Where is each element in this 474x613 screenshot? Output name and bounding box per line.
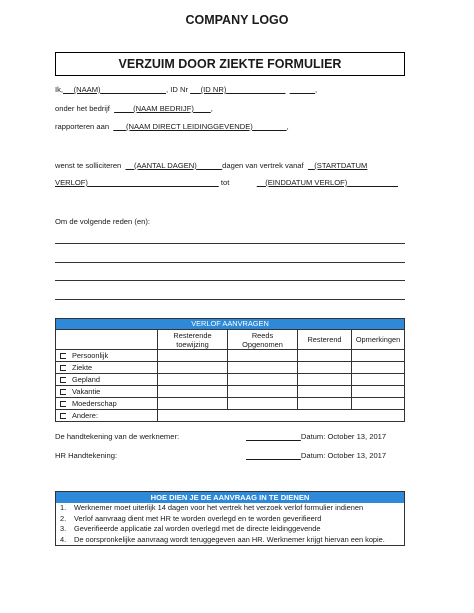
- form-title: VERZUIM DOOR ZIEKTE FORMULIER: [55, 52, 405, 76]
- manager-field[interactable]: (NAAM DIRECT LEIDINGGEVENDE): [125, 122, 253, 131]
- cell[interactable]: [228, 374, 298, 386]
- cell[interactable]: [298, 398, 352, 410]
- cell[interactable]: [228, 362, 298, 374]
- ik-label: Ik,: [55, 85, 64, 94]
- cell[interactable]: [298, 362, 352, 374]
- leave-type-vakantie[interactable]: Vakantie: [56, 386, 158, 398]
- table-row: [56, 410, 405, 422]
- leave-type-gepland[interactable]: Gepland: [56, 374, 158, 386]
- instruction-item: 3. Geverifieerde applicatie zal worden overlegd met de directe leidinggevende: [60, 524, 321, 533]
- company-label: onder het bedrijf: [55, 104, 110, 113]
- checkbox-icon[interactable]: [59, 388, 66, 395]
- end-date-field[interactable]: (EINDDATUM VERLOF): [265, 178, 348, 187]
- checkbox-icon[interactable]: [59, 352, 66, 359]
- hr-signature-field[interactable]: [246, 451, 386, 461]
- manager-label: rapporteren aan: [55, 122, 110, 131]
- instruction-item: 1. Werknemer moet uiterlijk 14 dagen voor het vertrek het verzoek verlof formulier indienen: [60, 503, 364, 512]
- company-line: onder het bedrijf (NAAM BEDRIJF) ,: [55, 104, 213, 113]
- column-already-taken: Reeds Opgenomen: [228, 330, 298, 350]
- cell[interactable]: [228, 398, 298, 410]
- cell[interactable]: [158, 362, 228, 374]
- column-remaining: Resterend: [298, 330, 352, 350]
- cell[interactable]: [158, 374, 228, 386]
- leave-request-table: [55, 318, 405, 422]
- cell[interactable]: [228, 386, 298, 398]
- hr-date: Datum: October 13, 2017: [300, 451, 387, 460]
- instruction-item: 2. Verlof aanvraag dient met HR te worden overlegd en te worden geverifieerd: [60, 513, 322, 523]
- days-line: [55, 161, 367, 171]
- hr-signature-label: HR Handtekening:: [55, 451, 118, 460]
- table-row: [56, 374, 405, 386]
- cell[interactable]: [352, 350, 405, 362]
- cell[interactable]: [298, 386, 352, 398]
- instructions-box: [55, 491, 405, 546]
- cell[interactable]: [158, 386, 228, 398]
- leave-table-title: VERLOF AANVRAGEN: [56, 319, 405, 330]
- table-row: [56, 362, 405, 374]
- start-date-field-cont[interactable]: VERLOF): [55, 178, 88, 187]
- name-field[interactable]: (NAAM): [73, 85, 101, 94]
- other-description-cell[interactable]: [158, 410, 405, 422]
- reason-line[interactable]: [55, 262, 405, 263]
- reason-line[interactable]: [55, 299, 405, 300]
- days-field[interactable]: (AANTAL DAGEN): [133, 161, 197, 170]
- cell[interactable]: [352, 398, 405, 410]
- reason-line[interactable]: [55, 280, 405, 281]
- reasons-label: Om de volgende reden (en):: [55, 217, 150, 226]
- id-field[interactable]: (ID NR): [200, 85, 227, 94]
- cell[interactable]: [298, 350, 352, 362]
- cell[interactable]: [228, 350, 298, 362]
- departure-label: dagen van vertrek vanaf: [222, 161, 304, 170]
- cell[interactable]: [352, 374, 405, 386]
- checkbox-icon[interactable]: [59, 364, 66, 371]
- column-remaining-allocation: Resterende toewijzing: [158, 330, 228, 350]
- apply-label: wenst te solliciteren: [55, 161, 122, 170]
- column-remarks: Opmerkingen: [352, 330, 405, 350]
- employee-signature-label: De handtekening van de werknemer:: [55, 432, 180, 441]
- instructions-title: HOE DIEN JE DE AANVRAAG IN TE DIENEN: [56, 492, 404, 503]
- table-row: [56, 350, 405, 362]
- instruction-item: 4. De oorspronkelijke aanvraag wordt teruggegeven aan HR. Werknemer krijgt hiervan een kopie.: [60, 534, 385, 544]
- cell[interactable]: [352, 362, 405, 374]
- cell[interactable]: [158, 398, 228, 410]
- company-logo: COMPANY LOGO: [185, 13, 289, 27]
- tot-label: tot: [220, 178, 230, 187]
- period-line: [55, 178, 398, 188]
- empty-header-cell: [56, 330, 158, 350]
- manager-line: rapporteren aan (NAAM DIRECT LEIDINGGEVENDE) ,: [55, 122, 289, 131]
- company-field[interactable]: (NAAM BEDRIJF): [133, 104, 194, 113]
- employee-date: Datum: October 13, 2017: [300, 432, 387, 441]
- leave-type-ziekte[interactable]: Ziekte: [56, 362, 158, 374]
- employee-signature-field[interactable]: [246, 432, 386, 442]
- leave-type-moederschap[interactable]: Moederschap: [56, 398, 158, 410]
- id-label: ID Nr: [170, 85, 188, 94]
- cell[interactable]: [352, 386, 405, 398]
- table-row: [56, 398, 405, 410]
- cell[interactable]: [298, 374, 352, 386]
- start-date-field[interactable]: (STARTDATUM: [314, 161, 368, 170]
- cell[interactable]: [158, 350, 228, 362]
- table-row: [56, 386, 405, 398]
- checkbox-icon[interactable]: [59, 376, 66, 383]
- reason-line[interactable]: [55, 243, 405, 244]
- name-line: Ik, (NAAM) , ID Nr (ID NR) ,: [55, 85, 318, 94]
- checkbox-icon[interactable]: [59, 412, 66, 419]
- checkbox-icon[interactable]: [59, 400, 66, 407]
- leave-type-persoonlijk[interactable]: Persoonlijk: [56, 350, 158, 362]
- leave-type-andere[interactable]: Andere:: [56, 410, 158, 422]
